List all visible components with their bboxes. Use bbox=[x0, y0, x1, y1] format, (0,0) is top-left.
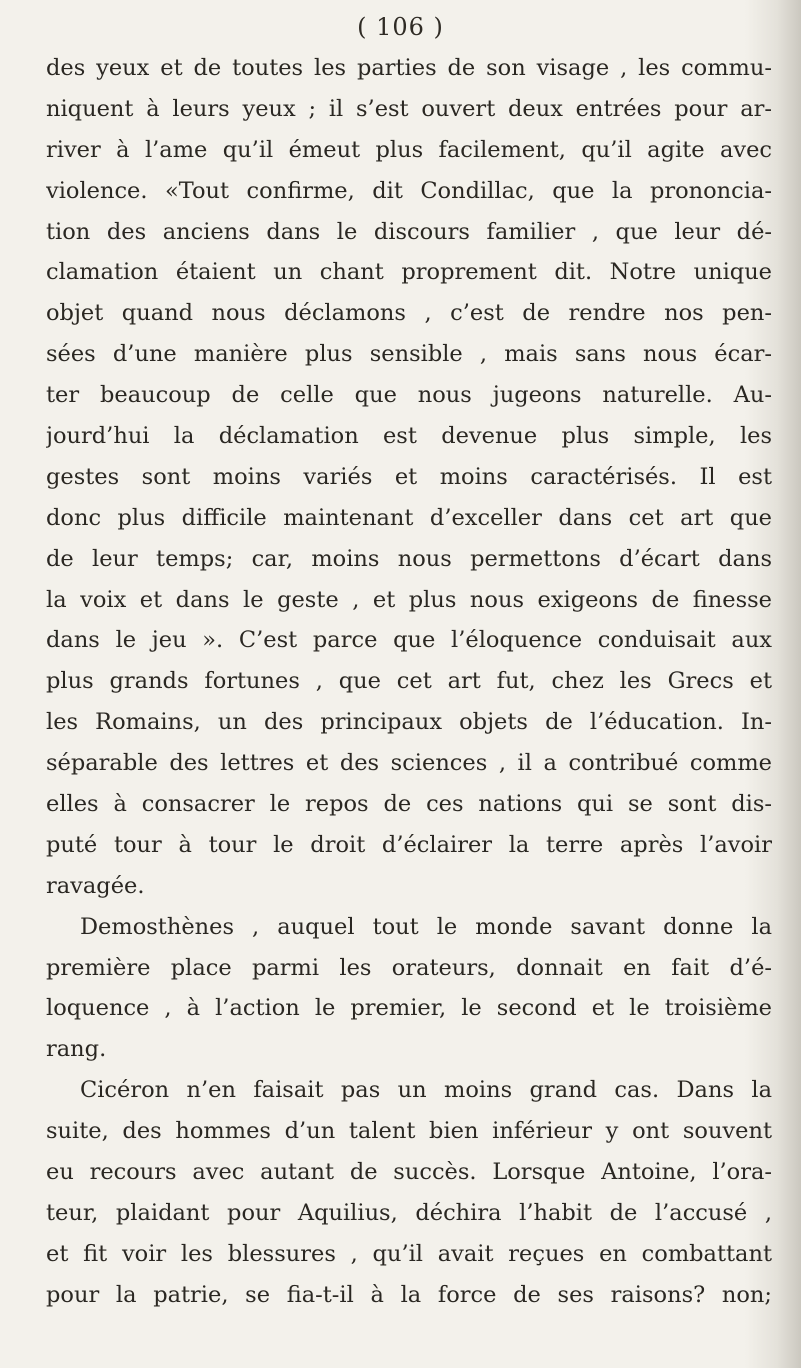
text-line: jourd’hui la déclamation est devenue plus simple, les bbox=[46, 423, 772, 450]
text-line: niquent à leurs yeux ; il s’est ouvert deux entrées pour ar- bbox=[46, 95, 772, 122]
text-line: clamation étaient un chant proprement dit. Notre unique bbox=[46, 259, 772, 286]
body-text bbox=[46, 48, 772, 1316]
text-line: rang. bbox=[46, 1036, 107, 1063]
text-line: violence. «Tout confirme, dit Condillac, que la prononcia- bbox=[46, 177, 772, 204]
text-line: gestes sont moins variés et moins caractérisés. Il est bbox=[46, 463, 772, 490]
text-line: tion des anciens dans le discours familier , que leur dé- bbox=[46, 218, 772, 245]
text-line: puté tour à tour le droit d’éclairer la terre après l’avoir bbox=[46, 831, 772, 858]
text-line: pour la patrie, se fia-t-il à la force de ses raisons? non; bbox=[46, 1281, 772, 1308]
page-number: ( 106 ) bbox=[357, 13, 444, 41]
text-line: ravagée. bbox=[46, 872, 145, 899]
text-line: plus grands fortunes , que cet art fut, chez les Grecs et bbox=[46, 668, 772, 695]
text-line: Cicéron n’en faisait pas un moins grand cas. Dans la bbox=[80, 1077, 772, 1104]
text-line: river à l’ame qu’il émeut plus facilement, qu’il agite avec bbox=[46, 136, 772, 163]
text-line: teur, plaidant pour Aquilius, déchira l’habit de l’accusé , bbox=[46, 1199, 772, 1226]
text-line: dans le jeu ». C’est parce que l’éloquence conduisait aux bbox=[46, 627, 772, 654]
text-line: première place parmi les orateurs, donnait en fait d’é- bbox=[46, 954, 772, 981]
text-line: les Romains, un des principaux objets de l’éducation. In- bbox=[46, 709, 772, 736]
text-line: loquence , à l’action le premier, le second et le troisième bbox=[46, 995, 772, 1022]
text-line: sées d’une manière plus sensible , mais sans nous écar- bbox=[46, 341, 772, 368]
text-line: la voix et dans le geste , et plus nous exigeons de finesse bbox=[46, 586, 772, 613]
text-line: eu recours avec autant de succès. Lorsque Antoine, l’ora- bbox=[46, 1159, 772, 1186]
text-line: elles à consacrer le repos de ces nations qui se sont dis- bbox=[46, 791, 772, 818]
text-line: ter beaucoup de celle que nous jugeons naturelle. Au- bbox=[46, 382, 772, 409]
text-line: et fit voir les blessures , qu’il avait reçues en combattant bbox=[46, 1240, 772, 1267]
text-line: suite, des hommes d’un talent bien inférieur y ont souvent bbox=[46, 1118, 772, 1145]
text-line: de leur temps; car, moins nous permettons d’écart dans bbox=[46, 545, 772, 572]
text-line: séparable des lettres et des sciences , il a contribué comme bbox=[46, 750, 772, 777]
text-line: objet quand nous déclamons , c’est de rendre nos pen- bbox=[46, 300, 772, 327]
text-line: donc plus difficile maintenant d’exceller dans cet art que bbox=[46, 504, 772, 531]
text-line: Demosthènes , auquel tout le monde savant donne la bbox=[80, 913, 772, 940]
text-line: des yeux et de toutes les parties de son visage , les commu- bbox=[46, 55, 772, 81]
